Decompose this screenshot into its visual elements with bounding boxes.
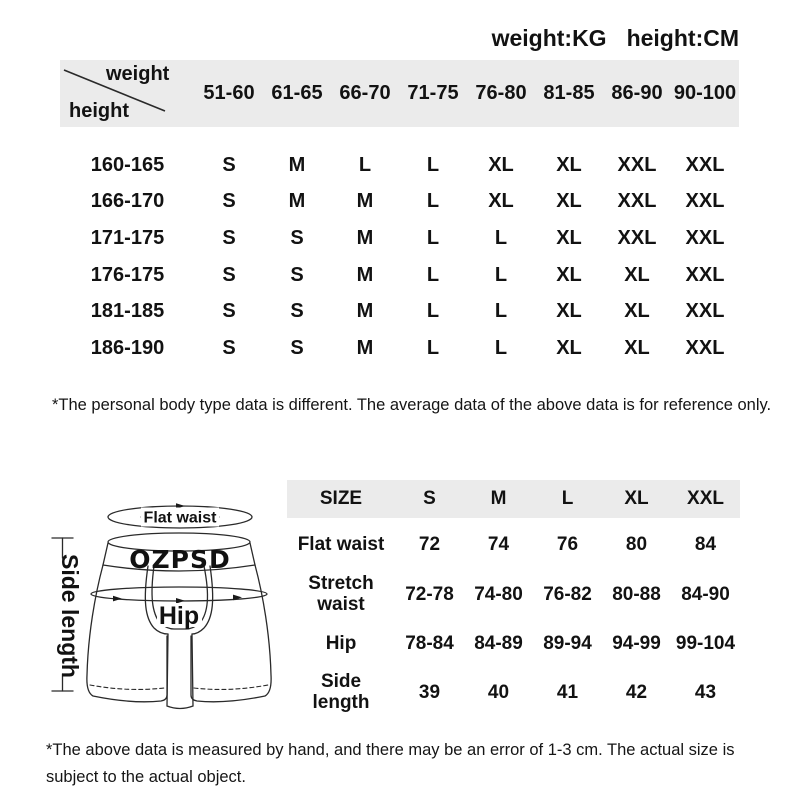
units-header xyxy=(492,25,739,52)
weight-col-header: 86-90 xyxy=(611,82,663,104)
size-cell: L xyxy=(494,336,508,359)
measure-cell: 40 xyxy=(487,682,510,703)
size-cell: XL xyxy=(556,190,582,213)
size-cell: XXL xyxy=(685,336,725,359)
size-cell: S xyxy=(222,153,236,176)
measure-cell: 99-104 xyxy=(675,633,736,654)
size-cell: L xyxy=(358,153,372,176)
shorts-measurement-diagram xyxy=(40,470,290,720)
size-cell: XXL xyxy=(685,300,725,323)
size-cell: S xyxy=(222,226,236,249)
size-cell: XXL xyxy=(685,190,725,213)
measure-cell: 42 xyxy=(625,682,648,703)
brand-logo-text: OZPSD xyxy=(129,545,231,574)
measurements-header-row xyxy=(287,480,740,518)
size-cell: L xyxy=(494,226,508,249)
height-row-label: 186-190 xyxy=(90,336,165,359)
weight-col-header: 90-100 xyxy=(673,82,737,104)
height-row-label: 181-185 xyxy=(90,300,165,323)
size-cell: L xyxy=(494,300,508,323)
size-cell: XL xyxy=(556,263,582,286)
height-row-label: 176-175 xyxy=(90,263,165,286)
size-cell: S xyxy=(222,336,236,359)
measure-cell: 80 xyxy=(625,534,648,555)
height-row-label: 171-175 xyxy=(90,226,165,249)
measure-cell: 39 xyxy=(418,682,441,703)
weight-col-header: 81-85 xyxy=(543,82,595,104)
weight-col-header: 71-75 xyxy=(407,82,459,104)
size-header-cell: L xyxy=(561,488,574,509)
size-header-cell: XL xyxy=(624,488,649,509)
size-cell: M xyxy=(288,190,306,213)
size-cell: XXL xyxy=(617,226,657,249)
center-gusset xyxy=(167,634,193,709)
size-cell: S xyxy=(290,336,304,359)
weight-col-header: 51-60 xyxy=(203,82,255,104)
measure-cell: 76-82 xyxy=(543,584,592,605)
size-cell: XXL xyxy=(617,153,657,176)
measure-cell: 84 xyxy=(694,534,717,555)
size-cell: S xyxy=(222,300,236,323)
size-cell: S xyxy=(222,263,236,286)
size-cell: S xyxy=(222,190,236,213)
right-hem-stitching xyxy=(194,685,268,689)
size-cell: XL xyxy=(556,336,582,359)
size-cell: L xyxy=(426,336,440,359)
size-cell: XL xyxy=(556,153,582,176)
size-cell: L xyxy=(426,153,440,176)
size-cell: M xyxy=(356,300,374,323)
measure-cell: 78-84 xyxy=(405,633,454,654)
size-cell: L xyxy=(426,300,440,323)
size-cell: XXL xyxy=(617,190,657,213)
size-cell: XXL xyxy=(685,263,725,286)
weight-col-header: 61-65 xyxy=(271,82,323,104)
size-cell: XXL xyxy=(685,153,725,176)
measure-cell: 74 xyxy=(487,534,510,555)
size-cell: XL xyxy=(556,300,582,323)
hip-label: Hip xyxy=(158,602,200,630)
size-cell: M xyxy=(356,336,374,359)
height-row-label: 160-165 xyxy=(90,153,165,176)
size-cell: L xyxy=(426,263,440,286)
weight-col-header: 66-70 xyxy=(339,82,391,104)
measurements-body xyxy=(287,518,740,716)
size-cell: M xyxy=(356,263,374,286)
corner-weight-label: weight xyxy=(106,63,170,85)
measure-row-label: Flat waist xyxy=(297,533,385,555)
size-table-body xyxy=(60,147,739,367)
size-cell: XL xyxy=(624,300,650,323)
weight-col-header: 76-80 xyxy=(475,82,527,104)
side-length-label: Side length xyxy=(57,554,83,678)
size-cell: M xyxy=(288,153,306,176)
flat-waist-label: Flat waist xyxy=(143,509,217,527)
weight-unit-label: weight:KG xyxy=(491,25,607,51)
size-cell: S xyxy=(290,226,304,249)
size-cell: XXL xyxy=(685,226,725,249)
size-header-cell: XXL xyxy=(687,488,724,509)
height-unit-label: height:CM xyxy=(626,25,739,51)
size-cell: XL xyxy=(624,336,650,359)
measure-cell: 76 xyxy=(556,534,579,555)
size-cell: S xyxy=(290,263,304,286)
size-cell: XL xyxy=(556,226,582,249)
measure-cell: 41 xyxy=(556,682,579,703)
measure-cell: 72-78 xyxy=(405,584,454,605)
size-header-cell: SIZE xyxy=(319,488,363,509)
measure-row-label: Side length xyxy=(312,671,370,713)
measure-row-label: Stretch waist xyxy=(308,573,374,615)
size-cell: M xyxy=(356,226,374,249)
measure-row-label: Hip xyxy=(325,632,357,654)
measurements-disclaimer: *The above data is measured by hand, and there may be an error of 1-3 cm. The actual size is subject to the actual object. xyxy=(46,741,735,786)
measure-cell: 80-88 xyxy=(612,584,661,605)
size-cell: XL xyxy=(488,153,514,176)
size-cell: S xyxy=(290,300,304,323)
height-weight-size-table xyxy=(60,60,739,367)
size-cell: XL xyxy=(488,190,514,213)
measure-cell: 84-89 xyxy=(474,633,523,654)
size-header-cell: S xyxy=(423,488,436,509)
height-row-label: 166-170 xyxy=(90,190,165,213)
size-cell: L xyxy=(426,190,440,213)
measurements-table xyxy=(287,480,740,716)
size-header-cell: M xyxy=(490,488,507,509)
size-chart-disclaimer: *The personal body type data is different. The average data of the above data is for reference only. xyxy=(52,396,772,414)
measure-cell: 84-90 xyxy=(681,584,730,605)
size-cell: L xyxy=(426,226,440,249)
diagonal-corner-cell xyxy=(60,60,195,127)
corner-height-label: height xyxy=(69,100,129,122)
right-leg-outline xyxy=(191,565,271,702)
left-leg-outline xyxy=(87,565,167,702)
size-table-header-row xyxy=(60,60,739,127)
measure-cell: 94-99 xyxy=(612,633,661,654)
measure-cell: 89-94 xyxy=(543,633,592,654)
measure-cell: 74-80 xyxy=(474,584,523,605)
size-cell: M xyxy=(356,190,374,213)
measure-cell: 43 xyxy=(694,682,717,703)
left-hem-stitching xyxy=(90,685,164,689)
size-cell: XL xyxy=(624,263,650,286)
size-cell: L xyxy=(494,263,508,286)
measure-cell: 72 xyxy=(418,534,441,555)
